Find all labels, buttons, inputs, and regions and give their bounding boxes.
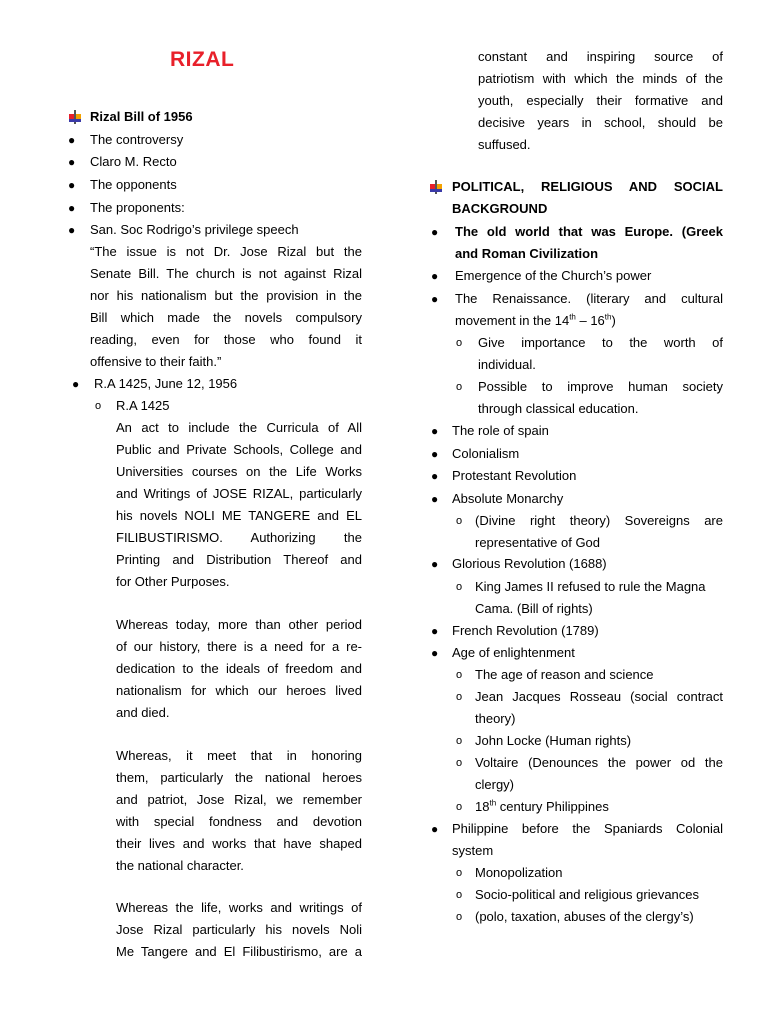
list-item: Monopolization	[475, 865, 563, 880]
list-item: The old world that was Europe. (Greek	[455, 224, 723, 239]
list-item: Absolute Monarchy	[452, 491, 564, 506]
list-item: The proponents:	[90, 200, 185, 215]
bullet-icon: ●	[431, 624, 439, 638]
bullet-icon: ●	[431, 492, 439, 506]
list-item: through classical education.	[478, 401, 639, 416]
whereas-line: Whereas today, more than other period	[116, 617, 362, 632]
list-item: The Renaissance. (literary and cultural	[455, 291, 723, 306]
continued-line: decisive years in school, should be	[478, 115, 723, 130]
quote-line: nor his nationalism but the provision in the	[90, 288, 362, 303]
list-item: Colonialism	[452, 446, 520, 461]
list-item: representative of God	[475, 535, 601, 550]
whereas-line: the national character.	[116, 858, 244, 873]
whereas-line: dedication to the ideals of freedom and	[116, 661, 362, 676]
section-heading-background-cont: BACKGROUND	[452, 201, 548, 216]
whereas-line: of our history, there is a need for a re-	[116, 639, 362, 654]
list-item: Age of enlightenment	[452, 645, 575, 660]
flag-bullet-icon	[68, 110, 82, 124]
act-line: An act to include the Curricula of All	[116, 420, 362, 435]
circle-bullet-icon: o	[456, 381, 463, 393]
quote-line: reading, even for those who found it	[90, 332, 362, 347]
section-heading-rizal-bill: Rizal Bill of 1956	[90, 109, 193, 124]
list-item: (polo, taxation, abuses of the clergy’s)	[475, 909, 694, 924]
bullet-icon: ●	[68, 223, 76, 237]
list-item: Claro M. Recto	[90, 154, 177, 169]
list-item: King James II refused to rule the Magna	[475, 579, 706, 594]
list-item: R.A 1425	[116, 398, 170, 413]
act-line: FILIBUSTIRISMO. Authorizing the	[116, 530, 362, 545]
bullet-icon: ●	[431, 646, 439, 660]
whereas-line: their lives and works that have shaped	[116, 836, 362, 851]
circle-bullet-icon: o	[95, 400, 102, 412]
flag-bullet-icon	[429, 180, 443, 194]
bullet-icon: ●	[431, 822, 439, 836]
list-item: John Locke (Human rights)	[475, 733, 632, 748]
list-item: R.A 1425, June 12, 1956	[94, 376, 238, 391]
bullet-icon: ●	[431, 469, 439, 483]
whereas-line: them, particularly the national heroes	[116, 770, 362, 785]
page-title: RIZAL	[170, 48, 235, 71]
bullet-icon: ●	[68, 178, 76, 192]
list-item: Cama. (Bill of rights)	[475, 601, 593, 616]
circle-bullet-icon: o	[456, 337, 463, 349]
whereas-line: and died.	[116, 705, 170, 720]
list-item: Socio-political and religious grievances	[475, 887, 700, 902]
bullet-icon: ●	[68, 201, 76, 215]
list-item: The controversy	[90, 132, 184, 147]
list-item: Emergence of the Church’s power	[455, 268, 652, 283]
act-line: Printing and Distribution Thereof and	[116, 552, 362, 567]
bullet-icon: ●	[431, 225, 439, 239]
act-line: Public and Private Schools, College and	[116, 442, 362, 457]
bullet-icon: ●	[72, 377, 80, 391]
whereas-line: with special fondness and devotion	[116, 814, 362, 829]
continued-line: patriotism with which the minds of the	[478, 71, 723, 86]
whereas-line: and patriot, Jose Rizal, we remember	[116, 792, 362, 807]
list-item: (Divine right theory) Sovereigns are	[475, 513, 723, 528]
bullet-icon: ●	[431, 447, 439, 461]
circle-bullet-icon: o	[456, 735, 463, 747]
superscript: th	[569, 312, 576, 322]
list-item: individual.	[478, 357, 536, 372]
list-item: Voltaire (Denounces the power od the	[475, 755, 723, 770]
quote-line: Senate Bill. The church is not against Rizal	[90, 266, 362, 281]
list-item: Give importance to the worth of	[478, 335, 723, 350]
list-item: Glorious Revolution (1688)	[452, 556, 607, 571]
whereas-line: Jose Rizal particularly his novels Noli	[116, 922, 362, 937]
act-line: and Writings of JOSE RIZAL, particularly	[116, 486, 362, 501]
bullet-icon: ●	[431, 292, 439, 306]
superscript: th	[489, 798, 497, 808]
bullet-icon: ●	[68, 133, 76, 147]
bullet-icon: ●	[68, 155, 76, 169]
list-item	[475, 796, 609, 818]
circle-bullet-icon: o	[456, 801, 463, 813]
list-item-text: 18	[475, 799, 490, 814]
circle-bullet-icon: o	[456, 757, 463, 769]
circle-bullet-icon: o	[456, 889, 463, 901]
list-item: French Revolution (1789)	[452, 623, 599, 638]
list-item: theory)	[475, 711, 516, 726]
bullet-icon: ●	[431, 269, 439, 283]
circle-bullet-icon: o	[456, 669, 463, 681]
list-item-text: – 16	[575, 313, 605, 328]
bullet-icon: ●	[431, 557, 439, 571]
list-item: clergy)	[475, 777, 515, 792]
list-item-text: century Philippines	[496, 799, 609, 814]
bullet-icon: ●	[431, 424, 439, 438]
act-line: for Other Purposes.	[116, 574, 230, 589]
list-item-text: movement in the 14	[455, 313, 570, 328]
quote-line: offensive to their faith.”	[90, 354, 222, 369]
list-item: system	[452, 843, 494, 858]
list-item: Philippine before the Spaniards Colonial	[452, 821, 723, 836]
list-item: The opponents	[90, 177, 177, 192]
circle-bullet-icon: o	[456, 911, 463, 923]
quote-line: Bill which made the novels compulsory	[90, 310, 362, 325]
whereas-line: nationalism for which our heroes lived	[116, 683, 362, 698]
section-heading-background: POLITICAL, RELIGIOUS AND SOCIAL	[452, 179, 723, 194]
list-item: Jean Jacques Rosseau (social contract	[475, 689, 723, 704]
list-item	[455, 310, 616, 332]
act-line: Universities courses on the Life Works	[116, 464, 362, 479]
continued-line: constant and inspiring source of	[478, 49, 723, 64]
whereas-line: Me Tangere and El Filibustirismo, are a	[116, 944, 362, 959]
list-item: San. Soc Rodrigo’s privilege speech	[90, 222, 299, 237]
circle-bullet-icon: o	[456, 867, 463, 879]
continued-line: suffused.	[478, 137, 531, 152]
list-item: The age of reason and science	[475, 667, 654, 682]
circle-bullet-icon: o	[456, 691, 463, 703]
list-item: and Roman Civilization	[455, 246, 599, 261]
whereas-line: Whereas the life, works and writings of	[116, 900, 362, 915]
list-item-text: )	[611, 313, 616, 328]
list-item: Protestant Revolution	[452, 468, 577, 483]
quote-line: “The issue is not Dr. Jose Rizal but the	[90, 244, 362, 259]
circle-bullet-icon: o	[456, 581, 463, 593]
whereas-line: Whereas, it meet that in honoring	[116, 748, 362, 763]
list-item: The role of spain	[452, 423, 549, 438]
circle-bullet-icon: o	[456, 515, 463, 527]
act-line: his novels NOLI ME TANGERE and EL	[116, 508, 362, 523]
list-item: Possible to improve human society	[478, 379, 723, 394]
superscript: th	[604, 312, 612, 322]
continued-line: youth, especially their formative and	[478, 93, 723, 108]
